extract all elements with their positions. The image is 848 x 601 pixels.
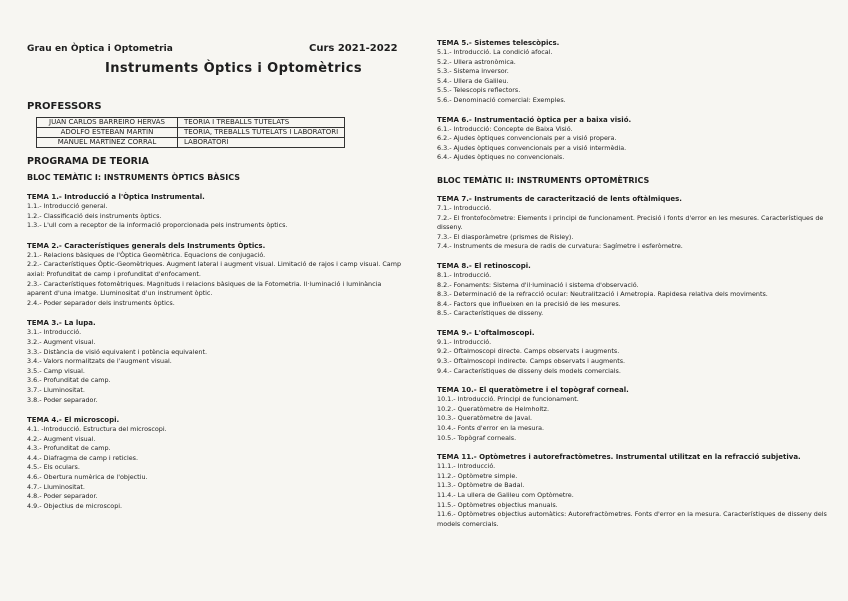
list-item: 3.6.- Profunditat de camp. <box>27 376 111 385</box>
professor-role: LABORATORI <box>178 138 345 148</box>
degree-name: Grau en Òptica i Optometria <box>27 44 173 54</box>
document-header <box>27 40 407 78</box>
list-item: 10.5.- Topògraf corneals. <box>437 433 517 442</box>
topic-section <box>437 195 830 252</box>
professor-role: TEORIA I TREBALLS TUTELATS <box>178 118 345 128</box>
topic-title: TEMA 3.- La lupa. <box>27 319 96 328</box>
list-item: 7.2.- El frontofocòmetre: Elements i principi de funcionament. Precisió i fonts d'error en les mesures. Característiques de disseny. <box>437 213 824 232</box>
list-item: 3.7.- Lluminositat. <box>27 385 85 394</box>
list-item: 4.9.- Objectius de microscopi. <box>27 501 123 510</box>
left-topics <box>27 193 407 511</box>
professor-name: JUAN CARLOS BARREIRO HERVÁS <box>37 118 178 128</box>
list-item: 2.2.- Característiques Òptic-Geomètriques. Augment lateral i augment visual. Limitació de rajos i camp visual. Camp axial: Profunditat de camp i profunditat d'enfocament. <box>27 260 401 278</box>
topic-section <box>27 319 407 405</box>
list-item: 10.3.- Queratòmetre de Javal. <box>437 414 533 423</box>
topic-section <box>437 386 830 443</box>
bloc-1-heading: BLOC TEMÀTIC I: INSTRUMENTS ÒPTICS BÀSICS <box>27 173 241 182</box>
list-item: 6.4.- Ajudes òptiques no convencionals. <box>437 153 565 162</box>
table-row <box>37 128 345 138</box>
topic-title: TEMA 5.- Sistemes telescòpics. <box>437 39 560 47</box>
table-row <box>37 118 345 128</box>
list-item: 5.6.- Denominació comercial: Exemples. <box>437 95 566 104</box>
list-item: 3.5.- Camp visual. <box>27 366 85 375</box>
list-item: 7.1.- Introducció. <box>437 203 492 212</box>
list-item: 10.1.- Introducció. Principi de funcionament. <box>437 395 579 404</box>
list-item: 11.1.- Introducció. <box>437 462 496 471</box>
list-item: 6.3.- Ajudes òptiques convencionals per a visió intermèdia. <box>437 143 627 152</box>
list-item: 10.2.- Queratòmetre de Helmholtz. <box>437 404 550 413</box>
professors-table <box>36 117 345 148</box>
topic-section <box>27 242 407 309</box>
list-item: 4.7.- Lluminositat. <box>27 482 85 491</box>
list-item: 6.1.- Introducció: Concepte de Baixa Visió. <box>437 124 573 133</box>
topic-section <box>437 116 830 163</box>
topic-title: TEMA 4.- El microscopi. <box>27 416 120 425</box>
list-item: 1.1.- Introducció general. <box>27 202 108 210</box>
list-item: 8.5.- Característiques de disseny. <box>437 309 544 318</box>
topic-title: TEMA 9.- L'oftalmoscopi. <box>437 328 535 337</box>
list-item: 5.3.- Sistema inversor. <box>437 67 509 76</box>
list-item: 3.2.- Augment visual. <box>27 337 96 346</box>
left-column <box>27 40 407 511</box>
list-item: 9.1.- Introducció. <box>437 337 492 346</box>
list-item: 2.1.- Relacions bàsiques de l'Òptica Geomètrica. Equacions de conjugació. <box>27 250 266 259</box>
list-item: 8.1.- Introducció. <box>437 270 492 279</box>
list-item: 5.2.- Ullera astronòmica. <box>437 57 516 66</box>
list-item: 4.8.- Poder separador. <box>27 492 98 501</box>
list-item: 3.8.- Poder separador. <box>27 395 98 404</box>
list-item: 8.4.- Factors que influeixen en la precisió de les mesures. <box>437 299 621 308</box>
list-item: 3.4.- Valors normalitzats de l'augment visual. <box>27 357 172 366</box>
list-item: 11.4.- La ullera de Galileu com Optòmetre. <box>437 491 574 499</box>
list-item: 6.2.- Ajudes òptiques convencionals per a visió propera. <box>437 134 617 143</box>
professor-name: ADOLFO ESTEBAN MARTIN <box>37 128 178 138</box>
topic-section <box>437 453 830 529</box>
table-row <box>37 138 345 148</box>
program-heading: PROGRAMA DE TEORIA <box>27 156 149 167</box>
list-item: 8.3.- Determinació de la refracció ocular: Neutralització i Ametropia. Rapidesa relativa dels moviments. <box>437 290 768 299</box>
list-item: 1.2.- Classificació dels instruments òptics. <box>27 211 162 220</box>
list-item: 4.4.- Diafragma de camp i reticles. <box>27 453 139 462</box>
right-topics-b <box>437 195 830 529</box>
topic-title: TEMA 10.- El queratòmetre i el topògraf corneal. <box>437 386 629 395</box>
list-item: 4.1. -Introducció. Estructura del microscopi. <box>27 425 167 434</box>
list-item: 5.5.- Telescopis reflectors. <box>437 86 521 95</box>
list-item: 7.3.- El diasporàmetre (prismes de Risley). <box>437 232 574 241</box>
list-item: 9.4.- Característiques de disseny dels models comercials. <box>437 366 621 375</box>
bloc-2-heading: BLOC TEMÀTIC II: INSTRUMENTS OPTOMÈTRICS <box>437 175 650 185</box>
list-item: 2.4.- Poder separador dels instruments òptics. <box>27 298 175 307</box>
topic-section <box>437 329 830 376</box>
list-item: 4.3.- Profunditat de camp. <box>27 444 111 453</box>
list-item: 4.6.- Obertura numèrica de l'objectiu. <box>27 473 148 482</box>
list-item: 8.2.- Fonaments: Sistema d'il·luminació i sistema d'observació. <box>437 280 639 289</box>
list-item: 11.3.- Optòmetre de Badal. <box>437 481 525 490</box>
list-item: 3.1.- Introducció. <box>27 328 82 337</box>
list-item: 5.4.- Ullera de Galileu. <box>437 76 509 85</box>
professor-name: MANUEL MARTÍNEZ CORRAL <box>37 138 178 148</box>
list-item: 9.2.- Oftalmoscopi directe. Camps observats i augments. <box>437 347 620 356</box>
document-title: Instruments Òptics i Optomètrics <box>105 61 362 76</box>
professors-heading: PROFESSORS <box>27 101 102 112</box>
list-item: 7.4.- Instruments de mesura de radis de curvatura: Sagímetre i esferòmetre. <box>437 242 683 251</box>
list-item: 2.3.- Característiques fotomètriques. Magnituds i relacions bàsiques de la Fotometria. Il·luminació i luminància aparent d'una imatge. Lluminositat d'un instrument òptic. <box>27 279 382 298</box>
topic-title: TEMA 11.- Optòmetres i autorefractòmetres. Instrumental utilitzat en la refracció subjetiva. <box>437 453 801 462</box>
professor-role: TEORIA, TREBALLS TUTELATS I LABORATORI <box>178 128 345 138</box>
right-column <box>437 39 830 529</box>
list-item: 11.2.- Optòmetre simple. <box>437 471 518 480</box>
list-item: 1.3.- L'ull com a receptor de la informació proporcionada pels instruments òptics. <box>27 221 288 230</box>
topic-section <box>437 39 830 106</box>
list-item: 10.4.- Fonts d'error en la mesura. <box>437 424 545 433</box>
topic-section <box>27 416 407 511</box>
list-item: 4.5.- Els oculars. <box>27 463 80 472</box>
course-year: Curs 2021-2022 <box>309 43 398 54</box>
topic-title: TEMA 2.- Característiques generals dels Instruments Òptics. <box>27 241 266 250</box>
list-item: 9.3.- Oftalmoscopi indirecte. Camps observats i augments. <box>437 357 626 366</box>
topic-section <box>27 193 407 231</box>
topic-title: TEMA 8.- El retinoscopi. <box>437 261 531 270</box>
topic-section <box>437 262 830 319</box>
list-item: 5.1.- Introducció. La condició afocal. <box>437 48 553 56</box>
topic-title: TEMA 6.- Instrumentació òptica per a baixa visió. <box>437 115 632 124</box>
list-item: 4.2.- Augment visual. <box>27 434 96 443</box>
list-item: 3.3.- Distància de visió equivalent i potència equivalent. <box>27 347 208 356</box>
right-topics-a <box>437 39 830 163</box>
list-item: 11.5.- Optòmetres objectius manuals. <box>437 500 558 509</box>
topic-title: TEMA 1.- Introducció a l'Òptica Instrumental. <box>27 193 205 201</box>
list-item: 11.6.- Optòmetres objectius automàtics: Autorefractòmetres. Fonts d'error en la mesura. Característiques de disseny dels models comercials. <box>437 510 827 528</box>
topic-title: TEMA 7.- Instruments de caracterització de lents oftàlmiques. <box>437 194 682 203</box>
